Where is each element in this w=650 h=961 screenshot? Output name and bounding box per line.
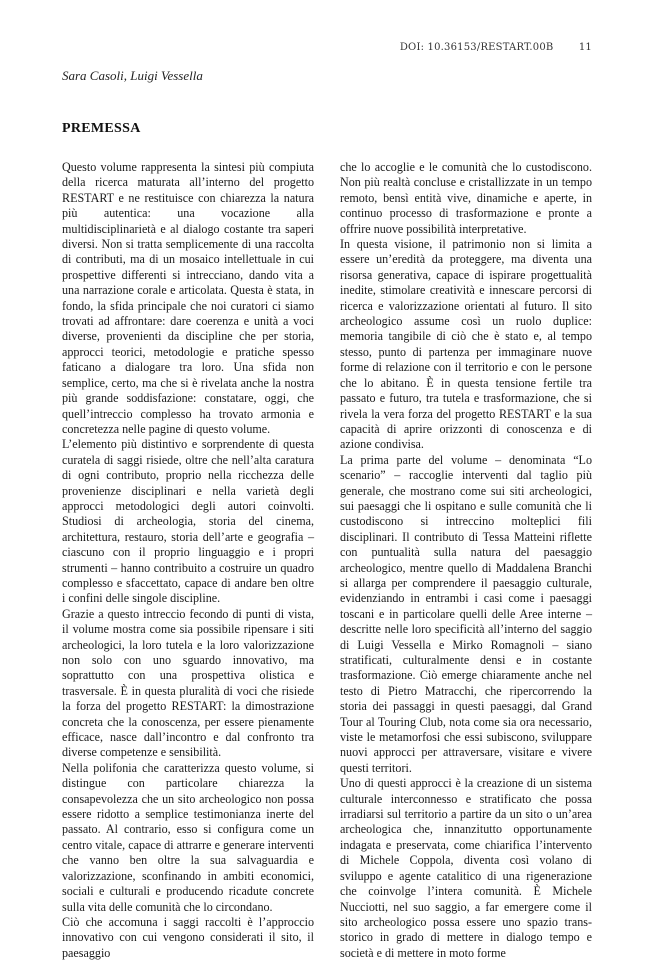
page-number: 11: [578, 42, 592, 53]
paragraph: Questo volume rappresenta la sintesi più compiuta della ricerca maturata all’interno del progetto RESTART e ne restituisce con chiarezza la natura più autentica: una vocazione alla multidisciplinarietà e al dialogo costante tra saperi diversi. Non si tratta semplicemente di una raccolta di contributi, ma di un mosaico intellettuale in cui prospettive differenti si intrecciano, dando vita a una narrazione corale e articolata. Questa è stata, in fondo, la sfida principale che noi curatori ci siamo trovati ad affrontare: dare coerenza e unità a voci diverse, provenienti da discipline che per storia, approcci teorici, metodologie e pratiche spesso faticano a dialogare tra loro. Una sfida non semplice, certo, ma che si è rivelata anche la nostra più grande soddisfazione: constatare, oggi, che quell’intreccio complesso ha trovato armonia e concretezza nelle pagine di questo volume.: [62, 160, 314, 436]
doi-label: DOI: 10.36153/RESTART.00B: [399, 42, 554, 53]
paragraph: che lo accoglie e le comunità che lo custodiscono. Non più realtà concluse e cristallizzate in un tempo remoto, bensì entità vive, dinamiche e aperte, in continuo processo di trasformazione e pronte a offrire nuove possibilità interpretative.: [340, 160, 592, 236]
paragraph: L’elemento più distintivo e sorprendente di questa curatela di saggi risiede, oltre che nell’alta caratura di ogni contributo, proprio nella ricchezza delle provenienze disciplinari e nella varietà degli approcci metodologici degli autori coinvolti. Studiosi di archeologia, storia del cinema, architettura, restauro, storia dell’arte e geografia – ciascuno con il proprio linguaggio e i propri strumenti – hanno contribuito a costruire un quadro complesso e sfaccettato, capace di andare ben oltre i confini delle singole discipline.: [62, 437, 314, 606]
paragraph: Nella polifonia che caratterizza questo volume, si distingue con particolare chiarezza la consapevolezza che un sito archeologico non possa essere ridotto a semplice testimonianza inerte del passato. Al contrario, esso si configura come un centro vitale, capace di attrarre e generare interventi che vanno ben oltre la sua salvaguardia e valorizzazione, sconfinando in ambiti economici, sociali e culturali e producendo ricadute concrete sulla vita delle comunità che lo circondano.: [62, 760, 314, 914]
running-header: [400, 42, 592, 53]
paragraph: La prima parte del volume – denominata “Lo scenario” – raccoglie interventi dal taglio più generale, che mostrano come sui siti archeologici, sui paesaggi che li ospitano e sulle comunità che li custodiscono si intreccino molteplici fili disciplinari. Il contributo di Tessa Matteini riflette con puntualità sulla natura del paesaggio archeologico, mentre quello di Maddalena Branchi si allarga per comprendere il paesaggio culturale, evidenziando in entrambi i casi come i paesaggi toscani e in particolare quelli delle Aree interne – descritte nelle loro specificità all’interno del saggio di Luigi Vessella e Mirko Romagnoli – siano stratificati, culturalmente densi e in costante trasformazione. Ciò emerge chiaramente anche nel testo di Pietro Matracchi, che ripercorrendo la storia dei passaggi in questi paesaggi, dal Grand Tour al Touring Club, nota come sia ora necessario, viste le metamorfosi che essi subiscono, sviluppare nuovi approcci per attraversare, visitare e vivere questi territori.: [340, 452, 592, 775]
paragraph: Uno di questi approcci è la creazione di un sistema culturale interconnesso e stratificato che possa irradiarsi sul territorio a partire da un sito o un’area archeologica che, innanzitutto opportunamente indagata e preservata, come chiarifica l’intervento di Michele Coppola, diventa così volano di sviluppo e agente catalitico di una rigenerazione che coinvolge l’intera comunità. È Michele Nucciotti, nel suo saggio, a far emergere come il sito archeologico possa essere uno spazio trans-storico in grado di mettere in dialogo tempo e società e di mettere in moto forme: [340, 776, 592, 960]
paragraph: In questa visione, il patrimonio non si limita a essere un’eredità da proteggere, ma diventa una risorsa generativa, capace di ispirare progettualità inedite, stimolare creatività e innescare percorsi di ricerca e valorizzazione orientati al futuro. Il sito archeologico assume così un ruolo duplice: memoria tangibile di ciò che è stato e, al tempo stesso, punto di partenza per immaginare nuove forme di relazione con il territorio e con le persone che lo abitano. È in questa tensione fertile tra passato e futuro, tra tutela e trasformazione, che si rivela la vera forza del progetto RESTART e la sua capacità di aprire orizzonti di conoscenza e di azione condivisa.: [340, 237, 592, 452]
right-column: [340, 160, 592, 961]
authors: Sara Casoli, Luigi Vessella: [62, 68, 203, 83]
left-column: [62, 160, 314, 961]
paragraph: Grazie a questo intreccio fecondo di punti di vista, il volume mostra come sia possibile ripensare i siti archeologici, la loro tutela e la loro valorizzazione non solo con uno sguardo innovativo, ma soprattutto con una prospettiva olistica e trasversale. È in questa pluralità di voci che risiede la forza del progetto RESTART: la dimostrazione concreta che la conoscenza, per essere pienamente efficace, nasce dall’incontro e dal confronto tra diverse competenze e sensibilità.: [62, 606, 314, 760]
paragraph: Ciò che accomuna i saggi raccolti è l’approccio innovativo con cui vengono considerati il sito, il paesaggio: [62, 914, 314, 960]
section-title: PREMESSA: [62, 121, 141, 136]
